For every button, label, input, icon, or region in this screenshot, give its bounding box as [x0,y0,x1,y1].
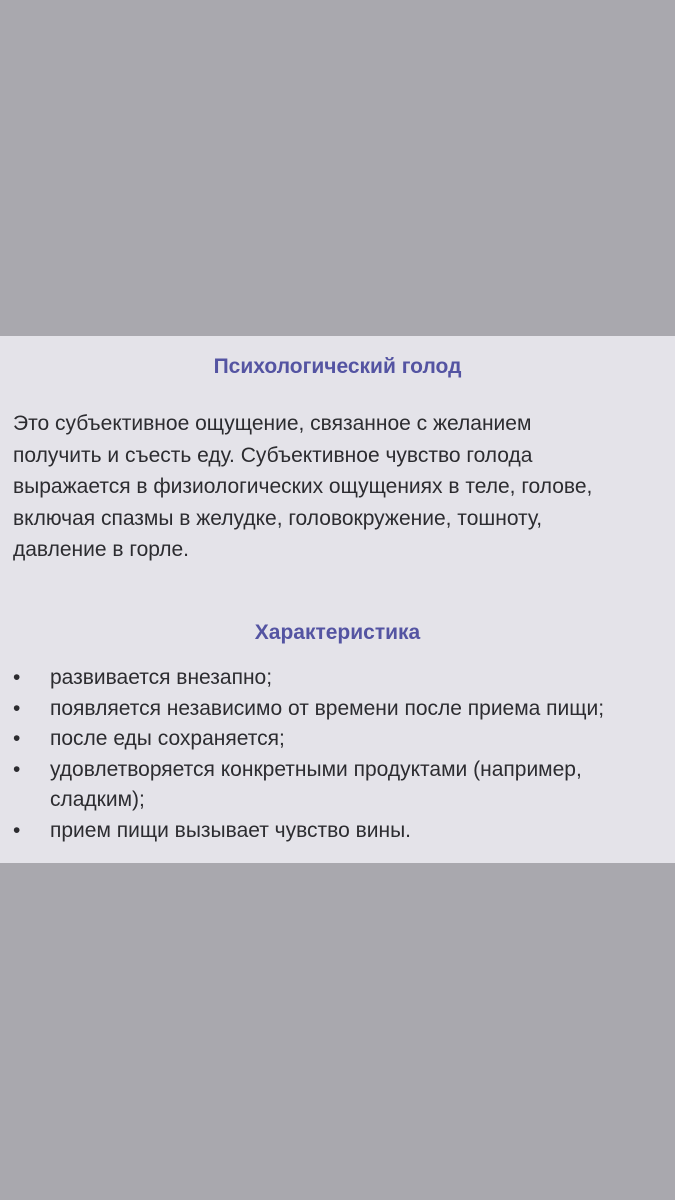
description-line: получить и съесть еду. Субъективное чувство голода [13,443,533,467]
bullet-icon: • [13,818,21,842]
characteristics-list [13,663,668,846]
bullet-icon: • [13,757,21,781]
list-item [13,694,668,725]
list-item-text: развивается внезапно; [50,666,273,689]
list-item [13,663,668,694]
list-item-text: прием пищи вызывает чувство вины. [50,818,412,842]
list-item [13,816,668,847]
description-paragraph [13,408,663,566]
description-line: включая спазмы в желудке, головокружение, тошноту, [13,506,543,530]
content-card [0,336,675,863]
list-item [13,724,668,755]
bullet-icon: • [13,666,21,689]
description-line: выражается в физиологических ощущениях в теле, голове, [13,475,593,498]
list-item-text: удовлетворяется конкретными продуктами (например, [50,757,582,781]
characteristics-title: Характеристика [254,621,421,644]
list-item-text: после еды сохраняется; [50,727,285,750]
description-line: давление в горле. [13,538,189,561]
bullet-icon: • [13,727,21,750]
description-line: Это субъективное ощущение, связанное с желанием [13,412,532,435]
list-item [13,755,668,816]
list-item-text: появляется независимо от времени после приема пищи; [50,696,605,720]
list-item-text-continued: сладким); [50,788,145,811]
section-title: Психологический голод [213,355,462,378]
bullet-icon: • [13,696,21,720]
